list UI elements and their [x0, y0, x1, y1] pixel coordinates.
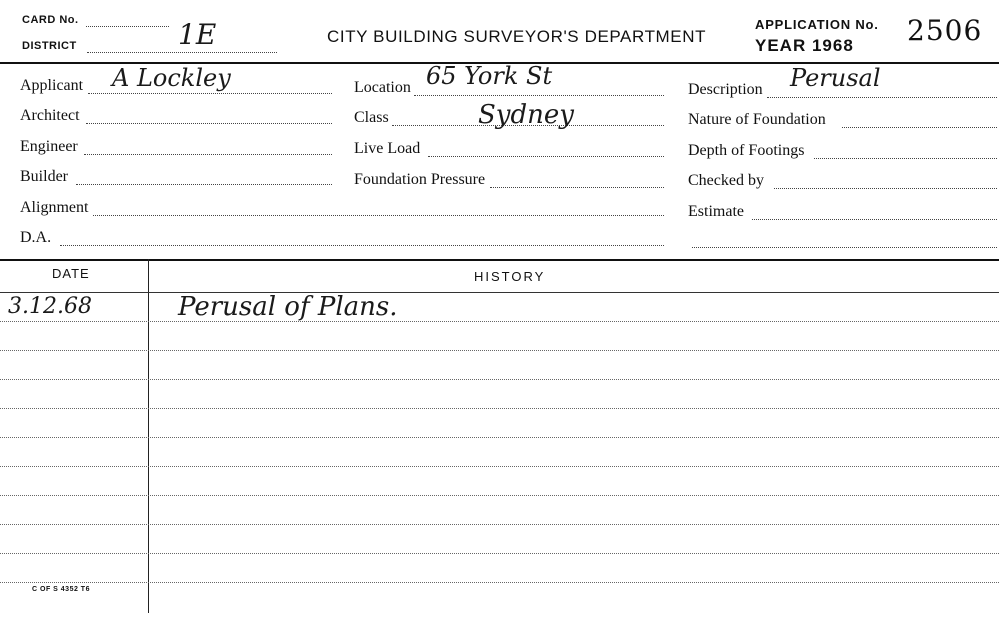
- applicant-label: Applicant: [20, 77, 84, 94]
- history-row-line: [0, 408, 999, 409]
- builder-label: Builder: [20, 168, 68, 185]
- extra-line: [692, 247, 997, 248]
- location-value: 65 York St: [426, 62, 553, 90]
- history-row-line: [0, 350, 999, 351]
- engineer-line: [84, 154, 332, 155]
- district-value: 1E: [178, 18, 217, 51]
- history-row-line: [0, 582, 999, 583]
- history-entry-text: Perusal of Plans.: [178, 292, 398, 322]
- history-row-line: [0, 495, 999, 496]
- nature-of-foundation-label: Nature of Foundation: [688, 111, 826, 128]
- district-line: [87, 52, 277, 53]
- applicant-line: [88, 93, 332, 94]
- location-line: [414, 95, 664, 96]
- history-entry-date: 3.12.68: [8, 294, 92, 319]
- description-value: Perusal: [790, 64, 881, 92]
- class-label: Class: [354, 109, 389, 126]
- district-label: DISTRICT: [22, 40, 77, 52]
- alignment-line: [93, 215, 664, 216]
- history-row-line: [0, 553, 999, 554]
- da-label: D.A.: [20, 229, 52, 246]
- card-no-line: [86, 26, 169, 27]
- architect-line: [86, 123, 332, 124]
- application-label: APPLICATION No.: [755, 17, 879, 32]
- description-line: [767, 97, 997, 98]
- card-no-label: CARD No.: [22, 14, 79, 26]
- history-row-line: [0, 321, 999, 322]
- builder-line: [76, 184, 332, 185]
- applicant-value: A Lockley: [112, 64, 231, 92]
- depth-of-footings-label: Depth of Footings: [688, 142, 805, 159]
- nature-of-foundation-line: [842, 127, 997, 128]
- live-load-label: Live Load: [354, 140, 421, 157]
- history-row-line: [0, 466, 999, 467]
- year-label: YEAR 1968: [755, 36, 854, 55]
- location-label: Location: [354, 79, 411, 96]
- description-label: Description: [688, 81, 763, 98]
- estimate-line: [752, 219, 997, 220]
- application-number: 2506: [907, 14, 983, 47]
- department-title: CITY BUILDING SURVEYOR'S DEPARTMENT: [327, 27, 707, 46]
- header-row-rule: [0, 292, 999, 293]
- history-row-line: [0, 379, 999, 380]
- foundation-pressure-label: Foundation Pressure: [354, 171, 486, 188]
- checked-by-label: Checked by: [688, 172, 764, 189]
- form-code: C OF S 4352 T6: [32, 586, 90, 593]
- architect-label: Architect: [20, 107, 80, 124]
- history-header: HISTORY: [474, 269, 546, 284]
- da-line: [60, 245, 664, 246]
- history-row-line: [0, 437, 999, 438]
- checked-by-line: [774, 188, 997, 189]
- class-value: Sydney: [478, 100, 574, 130]
- date-header: DATE: [52, 266, 90, 281]
- alignment-label: Alignment: [20, 199, 89, 216]
- history-top-rule: [0, 259, 999, 261]
- history-row-line: [0, 524, 999, 525]
- depth-of-footings-line: [814, 158, 997, 159]
- date-column-divider: [148, 259, 149, 613]
- foundation-pressure-line: [490, 187, 664, 188]
- estimate-label: Estimate: [688, 203, 744, 220]
- live-load-line: [428, 156, 664, 157]
- engineer-label: Engineer: [20, 138, 78, 155]
